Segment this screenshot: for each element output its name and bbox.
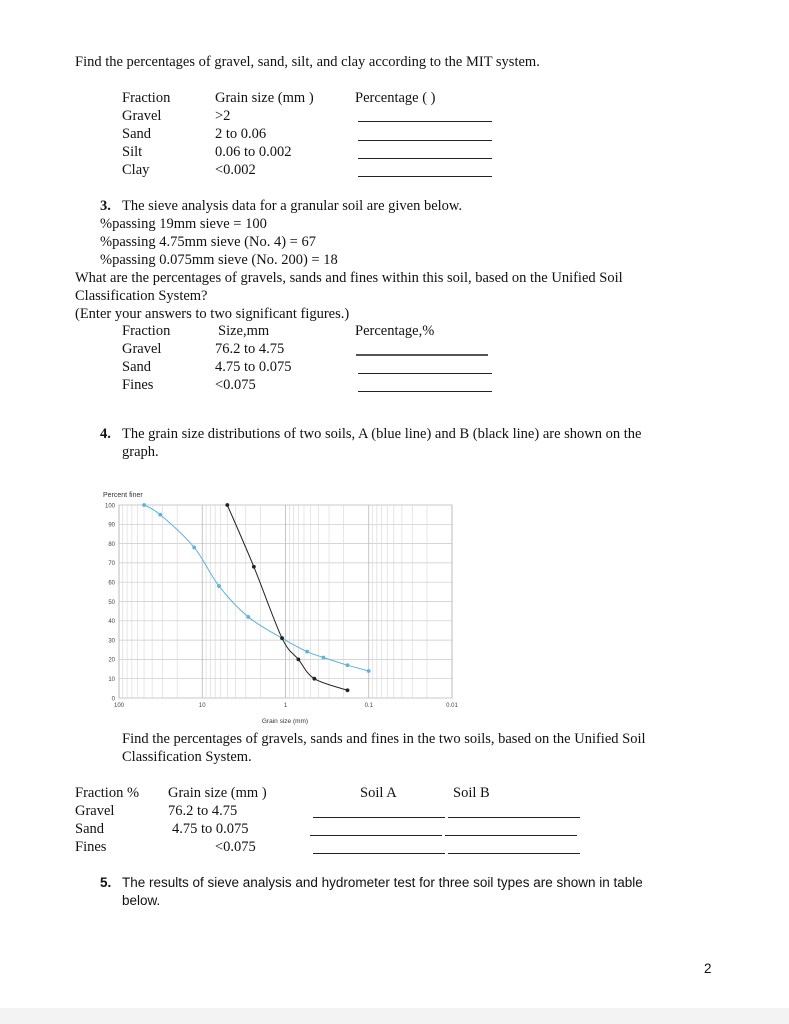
chart-point-soil-b [296,658,300,662]
q3-answer-blank-sand[interactable] [358,373,492,374]
q4-answer-blank-fines-soil-b[interactable] [448,853,580,854]
chart-y-tick-label: 90 [108,522,115,529]
chart-point-soil-a [192,546,196,550]
chart-point-soil-a [305,650,309,654]
q4-header-fraction: Fraction % [75,785,140,801]
q4-row-fraction: Sand [75,821,104,837]
chart-x-tick-label: 10 [198,703,206,709]
q2-row-size: 2 to 0.06 [215,126,267,142]
chart-x-label: Grain size (mm) [261,718,309,725]
grain-size-chart [95,488,465,728]
q2-answer-blank-gravel[interactable] [358,121,492,122]
chart-point-soil-b [346,688,350,692]
chart-y-tick-label: 10 [108,677,115,683]
q3-intro: The sieve analysis data for a granular soil are given below. [122,198,463,214]
q4-row-fraction: Gravel [75,803,115,819]
q2-header-grain-size: Grain size (mm ) [215,90,314,106]
q3-header-size: Size,mm [218,323,270,339]
q3-data-line: %passing 4.75mm sieve (No. 4) = 67 [100,234,316,250]
q3-row-fraction: Fines [122,377,154,393]
q5-text-line: below. [122,893,161,908]
q4-answer-blank-sand-soil-b[interactable] [445,835,577,836]
chart-y-tick-label: 50 [108,599,115,606]
q4-text-line: The grain size distributions of two soils, A (blue line) and B (black line) are shown on the [122,426,642,442]
q3-question-line: What are the percentages of gravels, sands and fines within this soil, based on the Unified Soil [75,270,623,286]
q2-row-fraction: Sand [122,126,151,142]
q4-number: 4. [100,426,111,442]
q3-question-line: Classification System? [75,288,208,304]
q4-answer-blank-gravel-soil-a[interactable] [313,817,445,818]
q4-answer-blank-sand-soil-a[interactable] [310,835,442,836]
q5-number: 5. [100,875,112,890]
chart-axes [105,503,459,709]
q3-header-fraction: Fraction [122,323,171,339]
q3-row-fraction: Gravel [122,341,162,357]
q2-row-fraction: Clay [122,162,150,178]
q2-prompt: Find the percentages of gravel, sand, silt, and clay according to the MIT system. [75,54,540,70]
chart-y-tick-label: 70 [108,561,115,568]
q3-instruction: (Enter your answers to two significant figures.) [75,306,350,322]
chart-x-tick-label: 100 [113,703,125,709]
q2-answer-blank-silt[interactable] [358,158,492,159]
page-footer-strip [0,1008,789,1024]
q4-answer-blank-gravel-soil-b[interactable] [448,817,580,818]
q4-row-size: 76.2 to 4.75 [168,803,238,819]
chart-grid [119,505,452,698]
chart-point-soil-a [246,615,250,619]
q5-text-line: The results of sieve analysis and hydrometer test for three soil types are shown in table [122,875,643,890]
chart-point-soil-a [322,656,326,660]
chart-y-tick-label: 80 [108,541,115,548]
chart-point-soil-b [225,503,229,507]
chart-series-line-soil-b [227,505,347,690]
q3-row-size: <0.075 [215,377,256,393]
q3-data-line: %passing 19mm sieve = 100 [100,216,267,232]
q2-row-size: 0.06 to 0.002 [215,144,292,160]
q4-row-size: <0.075 [215,839,256,855]
page-number: 2 [704,961,712,976]
q3-row-fraction: Sand [122,359,151,375]
chart-series-line-soil-a [144,505,369,671]
chart-y-tick-label: 20 [108,657,115,664]
chart-y-tick-label: 40 [108,619,115,626]
chart-point-soil-a [142,503,146,507]
q2-answer-blank-clay[interactable] [358,176,492,177]
q3-answer-blank-fines[interactable] [358,391,492,392]
q4-header-grain-size: Grain size (mm ) [168,785,267,801]
q3-row-size: 76.2 to 4.75 [215,341,285,357]
chart-y-tick-label: 60 [108,580,115,587]
q2-row-size: >2 [215,108,231,124]
q3-row-size: 4.75 to 0.075 [215,359,292,375]
chart-y-tick-label: 30 [108,638,115,645]
q4-after-line: Classification System. [122,749,252,765]
q4-answer-blank-fines-soil-a[interactable] [313,853,445,854]
q4-row-fraction: Fines [75,839,107,855]
q2-row-size: <0.002 [215,162,256,178]
q3-header-percentage: Percentage,% [355,323,435,339]
q2-header-fraction: Fraction [122,90,171,106]
chart-y-tick-label: 100 [104,503,115,510]
q4-after-line: Find the percentages of gravels, sands and fines in the two soils, based on the Unified Soil [122,731,646,747]
q3-data-line: %passing 0.075mm sieve (No. 200) = 18 [100,252,338,268]
chart-point-soil-b [252,565,256,569]
chart-x-tick-label: 0.1 [364,703,373,709]
q4-text-line: graph. [122,444,159,460]
q3-number: 3. [100,198,111,214]
chart-point-soil-a [367,669,371,673]
chart-x-tick-label: 1 [283,703,288,709]
chart-y-label: Percent finer [103,492,143,499]
chart-point-soil-a [158,513,162,517]
q2-header-percentage: Percentage ( ) [355,90,436,106]
q3-answer-blank-gravel[interactable] [356,354,488,356]
chart-point-soil-b [280,636,284,640]
chart-y-tick-label: 0 [111,696,115,703]
q2-row-fraction: Gravel [122,108,162,124]
q4-header-soil-b: Soil B [453,785,490,801]
q2-row-fraction: Silt [122,144,143,160]
q2-answer-blank-sand[interactable] [358,140,492,141]
q4-row-size: 4.75 to 0.075 [172,821,249,837]
chart-point-soil-b [312,677,316,681]
chart-x-tick-label: 0.01 [446,703,458,709]
chart-point-soil-a [346,663,350,667]
chart-series [142,503,370,692]
chart-point-soil-a [217,584,221,588]
q4-header-soil-a: Soil A [360,785,397,801]
